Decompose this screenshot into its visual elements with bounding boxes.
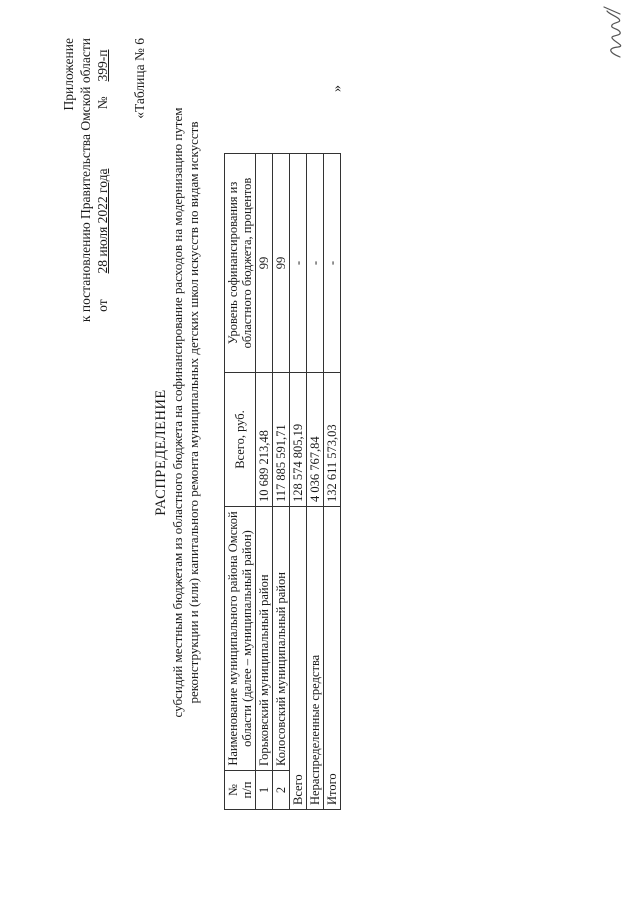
header-level-line2: областного бюджета, процентов xyxy=(240,177,254,349)
row-name: Горьковский муниципальный район xyxy=(256,507,273,771)
row-num: 1 xyxy=(256,771,273,810)
date-value: 28 июля 2022 года xyxy=(95,168,110,274)
row-total: 10 689 213,48 xyxy=(256,373,273,507)
distribution-table xyxy=(224,153,341,810)
closing-quote: » xyxy=(330,85,345,92)
row-name: Колосовский муниципальный район xyxy=(273,507,290,771)
subtitle-line2: реконструкции и (или) капитального ремонта муниципальных детских школ искусств по видам искусств xyxy=(186,121,201,704)
table-total-row xyxy=(290,154,307,810)
subtitle-line1: субсидий местным бюджетам из областного бюджета на софинансирование расходов на модернизацию путем xyxy=(170,107,185,718)
header-name-line1: Наименование муниципального района Омской xyxy=(226,511,240,766)
number-prefix: № xyxy=(95,96,110,110)
table-unallocated-row xyxy=(307,154,324,810)
total-row-label: Всего xyxy=(290,507,307,810)
table-row xyxy=(256,154,273,810)
appendix-header xyxy=(60,38,111,322)
unallocated-row-value: 4 036 767,84 xyxy=(307,373,324,507)
header-level-line1: Уровень софинансирования из xyxy=(226,181,240,345)
number-value: 399-п xyxy=(95,49,110,82)
grand-total-row-level: - xyxy=(324,154,341,373)
unallocated-row-level: - xyxy=(307,154,324,373)
header-num-line1: № xyxy=(226,784,240,796)
total-row-level: - xyxy=(290,154,307,373)
row-level: 99 xyxy=(256,154,273,373)
document-subtitle xyxy=(170,60,202,765)
header-name xyxy=(225,507,256,771)
appendix-line2: к постановлению Правительства Омской области xyxy=(78,38,93,323)
table-row xyxy=(273,154,290,810)
header-num-line2: п/п xyxy=(240,781,254,799)
row-num: 2 xyxy=(273,771,290,810)
table-header-row xyxy=(225,154,256,810)
header-level xyxy=(225,154,256,373)
table-grand-total-row xyxy=(324,154,341,810)
header-num xyxy=(225,771,256,810)
signature-mark xyxy=(600,5,632,60)
grand-total-row-label: Итого xyxy=(324,507,341,810)
total-row-value: 128 574 805,19 xyxy=(290,373,307,507)
document-title: РАСПРЕДЕЛЕНИЕ xyxy=(153,389,169,516)
unallocated-row-label: Нераспределенные средства xyxy=(307,507,324,810)
appendix-line1: Приложение xyxy=(61,38,76,111)
row-total: 117 885 591,71 xyxy=(273,373,290,507)
date-prefix: от xyxy=(95,299,110,312)
header-name-line2: области (далее – муниципальный район) xyxy=(240,530,254,747)
grand-total-row-value: 132 611 573,03 xyxy=(324,373,341,507)
row-level: 99 xyxy=(273,154,290,373)
header-total: Всего, руб. xyxy=(225,373,256,507)
appendix-date-line xyxy=(94,38,111,322)
table-label: «Таблица № 6 xyxy=(132,38,147,119)
